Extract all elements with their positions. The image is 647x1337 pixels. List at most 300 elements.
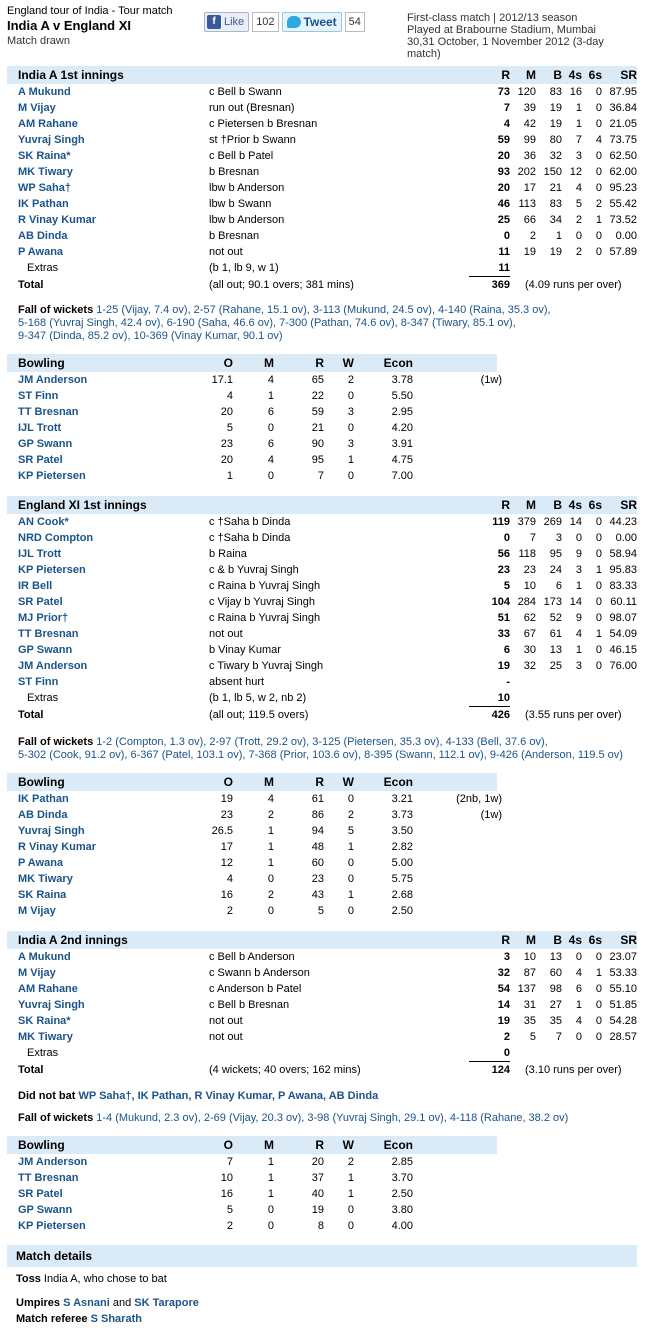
batsman-row bbox=[7, 578, 637, 594]
bowler-name[interactable]: Yuvraj Singh bbox=[18, 825, 85, 837]
bowl-stat: 48 bbox=[311, 841, 324, 853]
stat-6s: 0 bbox=[595, 532, 602, 544]
stat-m: 7 bbox=[529, 532, 536, 544]
batsman-name[interactable]: M Vijay bbox=[18, 102, 56, 114]
stat-m: 36 bbox=[523, 150, 536, 162]
batsman-row bbox=[7, 116, 637, 132]
bowl-stat: 1 bbox=[267, 841, 274, 853]
batsman-name[interactable]: JM Anderson bbox=[18, 660, 88, 672]
bowl-stat: 2 bbox=[347, 809, 354, 821]
stat-r: 51 bbox=[497, 612, 510, 624]
bowl-stat: 43 bbox=[311, 889, 324, 901]
stat-4s: 3 bbox=[575, 660, 582, 672]
stat-b: 83 bbox=[549, 86, 562, 98]
stat-b: 34 bbox=[549, 214, 562, 226]
bowl-stat: 19 bbox=[311, 1204, 324, 1216]
details-title: Match details bbox=[16, 1249, 93, 1263]
bowler-name[interactable]: SR Patel bbox=[18, 1188, 63, 1200]
innings-header bbox=[7, 496, 637, 514]
bowl-stat: 2.82 bbox=[391, 841, 413, 853]
stat-6s: 4 bbox=[595, 134, 602, 146]
extras-detail: (b 1, lb 9, w 1) bbox=[209, 262, 279, 274]
bowler-name[interactable]: AB Dinda bbox=[18, 809, 68, 821]
batsman-row bbox=[7, 84, 637, 100]
stat-b: 19 bbox=[549, 246, 562, 258]
stat-m: 10 bbox=[523, 951, 536, 963]
bowl-stat: 2.50 bbox=[391, 905, 413, 917]
batsman-name[interactable]: AM Rahane bbox=[18, 983, 78, 995]
stat-sr: 55.10 bbox=[609, 983, 637, 995]
stat-6s: 0 bbox=[595, 660, 602, 672]
bowl-stat: 1 bbox=[267, 1188, 274, 1200]
stat-m: 19 bbox=[523, 246, 536, 258]
batsman-name[interactable]: MJ Prior† bbox=[18, 612, 69, 624]
bowler-row bbox=[7, 1218, 637, 1234]
tweet-button[interactable] bbox=[282, 12, 342, 32]
stat-sr: 21.05 bbox=[609, 118, 637, 130]
bowl-stat: 0 bbox=[347, 390, 354, 402]
batsman-name[interactable]: IK Pathan bbox=[18, 198, 69, 210]
stat-r: 46 bbox=[497, 198, 510, 210]
stat-sr: 57.89 bbox=[609, 246, 637, 258]
stat-6s: 1 bbox=[595, 564, 602, 576]
bowl-stat: 26.5 bbox=[211, 825, 233, 837]
extras-detail: (b 1, lb 5, w 2, nb 2) bbox=[209, 692, 307, 704]
stat-b: 98 bbox=[549, 983, 562, 995]
stat-6s: 0 bbox=[595, 580, 602, 592]
facebook-like-button[interactable] bbox=[204, 12, 249, 32]
dismissal: lbw b Anderson bbox=[209, 214, 285, 226]
bowler-name[interactable]: M Vijay bbox=[18, 905, 56, 917]
bowl-stat: 1 bbox=[267, 390, 274, 402]
bowler-row bbox=[7, 823, 637, 839]
bowler-extras: (1w) bbox=[480, 374, 502, 386]
bowl-stat: 5 bbox=[226, 1204, 233, 1216]
bowl-stat: 61 bbox=[311, 793, 324, 805]
bowl-stat: 5.75 bbox=[391, 873, 413, 885]
stat-r: 73 bbox=[497, 86, 510, 98]
stat-r: 19 bbox=[497, 660, 510, 672]
total-label: Total bbox=[18, 1064, 44, 1076]
bowl-stat: 0 bbox=[347, 873, 354, 885]
stat-r: 20 bbox=[497, 182, 510, 194]
batsman-name[interactable]: KP Pietersen bbox=[18, 564, 86, 576]
stat-6s: 0 bbox=[595, 516, 602, 528]
umpire-1[interactable]: S Asnani bbox=[63, 1297, 110, 1309]
stat-6s: 0 bbox=[595, 182, 602, 194]
stat-r: 4 bbox=[503, 118, 510, 130]
stat-sr: 55.42 bbox=[609, 198, 637, 210]
stat-m: 67 bbox=[523, 628, 536, 640]
fow-text: 1-4 (Mukund, 2.3 ov), 2-69 (Vijay, 20.3 ov), 3-98 (Yuvraj Singh, 29.1 ov), 4-118 (Rahane, 38.2 ov) bbox=[96, 1112, 569, 1124]
bowler-name[interactable]: SK Raina bbox=[18, 889, 67, 901]
bowler-row bbox=[7, 855, 637, 871]
bowl-stat: 5 bbox=[317, 905, 324, 917]
dismissal: not out bbox=[209, 246, 243, 258]
stat-4s: 4 bbox=[575, 182, 582, 194]
batsman-name[interactable]: M Vijay bbox=[18, 967, 56, 979]
bowl-stat: 5 bbox=[226, 422, 233, 434]
stat-r: 19 bbox=[497, 1015, 510, 1027]
bowl-stat: 3 bbox=[347, 438, 354, 450]
stat-m: 379 bbox=[517, 516, 536, 528]
col-header-o: O bbox=[223, 356, 233, 370]
stat-r: 5 bbox=[503, 580, 510, 592]
stat-r: 11 bbox=[498, 246, 510, 258]
col-header-r: R bbox=[315, 775, 324, 789]
fow-line bbox=[18, 736, 638, 749]
inn2-batting-table bbox=[7, 496, 637, 724]
stat-m: 120 bbox=[517, 86, 536, 98]
fow-text: 1-25 (Vijay, 7.4 ov), 2-57 (Rahane, 15.1 ov), 3-113 (Mukund, 24.5 ov), 4-140 (Raina, 35.3 ov), bbox=[96, 304, 551, 316]
bowl-stat: 40 bbox=[311, 1188, 324, 1200]
stat-r: 6 bbox=[503, 644, 510, 656]
stat-sr: 76.00 bbox=[609, 660, 637, 672]
inn1-bowling-table bbox=[7, 354, 637, 484]
bowler-extras: (2nb, 1w) bbox=[456, 793, 502, 805]
match-dates-cont: match) bbox=[407, 48, 441, 60]
col-header-m: M bbox=[264, 356, 274, 370]
umpire-2[interactable]: SK Tarapore bbox=[134, 1297, 199, 1309]
bowl-stat: 0 bbox=[267, 873, 274, 885]
dnb-players[interactable]: WP Saha†, IK Pathan, R Vinay Kumar, P Awana, AB Dinda bbox=[78, 1090, 379, 1102]
dismissal: c †Saha b Dinda bbox=[209, 516, 291, 528]
batsman-row bbox=[7, 642, 637, 658]
bowl-stat: 3.70 bbox=[391, 1172, 413, 1184]
fall-of-wickets bbox=[18, 1112, 638, 1125]
dismissal: c Raina b Yuvraj Singh bbox=[209, 580, 321, 592]
batsman-row bbox=[7, 196, 637, 212]
batsman-name[interactable]: SK Raina* bbox=[18, 1015, 71, 1027]
bowl-stat: 6 bbox=[267, 438, 274, 450]
extras-label: Extras bbox=[27, 692, 59, 704]
bowl-stat: 7 bbox=[226, 1156, 233, 1168]
bowler-name[interactable]: TT Bresnan bbox=[18, 1172, 79, 1184]
stat-r: 33 bbox=[497, 628, 510, 640]
stat-6s: 0 bbox=[595, 596, 602, 608]
bowl-stat: 19 bbox=[220, 793, 233, 805]
bowl-stat: 3.80 bbox=[391, 1204, 413, 1216]
bowl-stat: 37 bbox=[311, 1172, 324, 1184]
stat-b: 80 bbox=[549, 134, 562, 146]
stat-sr: 87.95 bbox=[609, 86, 637, 98]
batsman-name[interactable]: ST Finn bbox=[18, 676, 59, 688]
dismissal: c Bell b Swann bbox=[209, 86, 282, 98]
batsman-name[interactable]: P Awana bbox=[18, 246, 64, 258]
stat-m: 284 bbox=[517, 596, 536, 608]
stat-b: 32 bbox=[549, 150, 562, 162]
stat-6s: 1 bbox=[595, 628, 602, 640]
col-header-4s: 4s bbox=[568, 933, 582, 947]
stat-6s: 0 bbox=[595, 999, 602, 1011]
batsman-row bbox=[7, 674, 637, 690]
fall-of-wickets bbox=[18, 304, 638, 343]
stat-4s: 3 bbox=[575, 564, 582, 576]
stat-4s: 9 bbox=[575, 612, 582, 624]
stat-sr: 54.09 bbox=[609, 628, 637, 640]
bowl-stat: 5.50 bbox=[391, 390, 413, 402]
bowling-header bbox=[7, 773, 497, 791]
bowl-stat: 6 bbox=[267, 406, 274, 418]
batsman-name[interactable]: SR Patel bbox=[18, 596, 63, 608]
stat-6s: 2 bbox=[595, 198, 602, 210]
col-header-4s: 4s bbox=[568, 498, 582, 512]
batsman-name[interactable]: A Mukund bbox=[18, 86, 71, 98]
referee-name[interactable]: S Sharath bbox=[90, 1313, 142, 1325]
batsman-name[interactable]: R Vinay Kumar bbox=[18, 214, 97, 226]
bowler-name[interactable]: R Vinay Kumar bbox=[18, 841, 97, 853]
stat-sr: 98.07 bbox=[609, 612, 637, 624]
bowl-stat: 1 bbox=[347, 841, 354, 853]
col-header-m: M bbox=[264, 1138, 274, 1152]
stat-m: 87 bbox=[523, 967, 536, 979]
bowl-stat: 23 bbox=[220, 438, 233, 450]
bowler-name[interactable]: SR Patel bbox=[18, 454, 63, 466]
bowler-name[interactable]: GP Swann bbox=[18, 438, 73, 450]
stat-4s: 12 bbox=[569, 166, 582, 178]
bowl-stat: 23 bbox=[311, 873, 324, 885]
bowler-name[interactable]: ST Finn bbox=[18, 390, 59, 402]
stat-sr: 73.52 bbox=[609, 214, 637, 226]
stat-4s: 6 bbox=[575, 983, 582, 995]
stat-sr: 0.00 bbox=[615, 532, 637, 544]
bowler-name[interactable]: JM Anderson bbox=[18, 374, 88, 386]
stat-4s: 2 bbox=[575, 246, 582, 258]
extras-row bbox=[7, 260, 637, 276]
stat-6s: 0 bbox=[595, 983, 602, 995]
batsman-name[interactable]: SK Raina* bbox=[18, 150, 71, 162]
stat-r: 54 bbox=[497, 983, 510, 995]
stat-6s: 0 bbox=[595, 951, 602, 963]
stat-6s: 0 bbox=[595, 246, 602, 258]
inn3-bowling-table bbox=[7, 1136, 637, 1234]
extras-value: 10 bbox=[497, 692, 510, 704]
bowl-stat: 22 bbox=[311, 390, 324, 402]
fow-line bbox=[18, 330, 638, 343]
stat-4s: 1 bbox=[575, 118, 582, 130]
col-header-6s: 6s bbox=[588, 498, 602, 512]
total-detail: (4 wickets; 40 overs; 162 mins) bbox=[209, 1064, 361, 1076]
batsman-row bbox=[7, 949, 637, 965]
dismissal: not out bbox=[209, 628, 243, 640]
batsman-name[interactable]: AB Dinda bbox=[18, 230, 68, 242]
dismissal: c Bell b Patel bbox=[209, 150, 274, 162]
stat-4s: 0 bbox=[575, 230, 582, 242]
fow-line bbox=[18, 304, 638, 317]
batsman-row bbox=[7, 658, 637, 674]
stat-r: 2 bbox=[503, 1031, 510, 1043]
batsman-row bbox=[7, 228, 637, 244]
batsman-row bbox=[7, 981, 637, 997]
col-header-w: W bbox=[342, 356, 354, 370]
batsman-row bbox=[7, 530, 637, 546]
total-value: 426 bbox=[491, 709, 510, 721]
innings-header bbox=[7, 66, 637, 84]
bowler-name[interactable]: IK Pathan bbox=[18, 793, 69, 805]
fow-label: Fall of wickets bbox=[18, 736, 94, 748]
toss-line bbox=[16, 1272, 167, 1286]
bowl-stat: 0 bbox=[267, 470, 274, 482]
dismissal: b Bresnan bbox=[209, 166, 260, 178]
stat-b: 24 bbox=[549, 564, 562, 576]
stat-6s: 0 bbox=[595, 166, 602, 178]
stat-b: 35 bbox=[549, 1015, 562, 1027]
bowl-stat: 7.00 bbox=[391, 470, 413, 482]
stat-r: - bbox=[506, 676, 510, 688]
dismissal: c Bell b Bresnan bbox=[209, 999, 290, 1011]
bowl-stat: 1 bbox=[347, 889, 354, 901]
dismissal: c Swann b Anderson bbox=[209, 967, 310, 979]
bowl-stat: 0 bbox=[347, 1204, 354, 1216]
bowler-row bbox=[7, 807, 637, 823]
fow-line bbox=[18, 1112, 638, 1125]
bowler-row bbox=[7, 436, 637, 452]
batsman-name[interactable]: Yuvraj Singh bbox=[18, 999, 85, 1011]
bowl-stat: 0 bbox=[347, 1220, 354, 1232]
extras-row bbox=[7, 690, 637, 706]
bowl-stat: 17 bbox=[220, 841, 233, 853]
batsman-name[interactable]: AN Cook* bbox=[18, 516, 69, 528]
col-header-m: M bbox=[526, 498, 536, 512]
stat-b: 7 bbox=[555, 1031, 562, 1043]
batsman-name[interactable]: NRD Compton bbox=[18, 532, 94, 544]
stat-sr: 62.50 bbox=[609, 150, 637, 162]
dismissal: run out (Bresnan) bbox=[209, 102, 295, 114]
bowl-stat: 21 bbox=[311, 422, 324, 434]
total-label: Total bbox=[18, 279, 44, 291]
stat-m: 137 bbox=[517, 983, 536, 995]
fow-label: Fall of wickets bbox=[18, 304, 94, 316]
stat-b: 3 bbox=[555, 532, 562, 544]
stat-sr: 62.00 bbox=[609, 166, 637, 178]
batsman-name[interactable]: MK Tiwary bbox=[18, 1031, 73, 1043]
fow-text: 1-2 (Compton, 1.3 ov), 2-97 (Trott, 29.2 ov), 3-125 (Pietersen, 35.3 ov), 4-133 (Bell, 37.6 ov), bbox=[96, 736, 548, 748]
stat-4s: 1 bbox=[575, 644, 582, 656]
col-header-r: R bbox=[501, 68, 510, 82]
batsman-name[interactable]: GP Swann bbox=[18, 644, 73, 656]
stat-6s: 0 bbox=[595, 86, 602, 98]
stat-r: 23 bbox=[497, 564, 510, 576]
stat-r: 59 bbox=[497, 134, 510, 146]
bowl-stat: 23 bbox=[220, 809, 233, 821]
extras-label: Extras bbox=[27, 262, 59, 274]
batsman-row bbox=[7, 997, 637, 1013]
batsman-row bbox=[7, 180, 637, 196]
bowler-name[interactable]: KP Pietersen bbox=[18, 470, 86, 482]
dismissal: lbw b Anderson bbox=[209, 182, 285, 194]
batsman-name[interactable]: WP Saha† bbox=[18, 182, 71, 194]
batsman-row bbox=[7, 164, 637, 180]
bowl-stat: 94 bbox=[311, 825, 324, 837]
stat-b: 13 bbox=[549, 644, 562, 656]
col-header-m: M bbox=[526, 68, 536, 82]
bowler-name[interactable]: KP Pietersen bbox=[18, 1220, 86, 1232]
col-header-r: R bbox=[315, 1138, 324, 1152]
stat-sr: 51.85 bbox=[609, 999, 637, 1011]
stat-r: 3 bbox=[503, 951, 510, 963]
col-header-sr: SR bbox=[620, 933, 637, 947]
bowler-row bbox=[7, 1170, 637, 1186]
bowl-stat: 4 bbox=[226, 390, 233, 402]
social-buttons bbox=[204, 12, 365, 32]
bowl-stat: 0 bbox=[267, 905, 274, 917]
batsman-name[interactable]: IR Bell bbox=[18, 580, 53, 592]
bowling-header bbox=[7, 1136, 497, 1154]
stat-sr: 0.00 bbox=[615, 230, 637, 242]
batsman-name[interactable]: A Mukund bbox=[18, 951, 71, 963]
bowl-stat: 2.95 bbox=[391, 406, 413, 418]
bowl-stat: 4.75 bbox=[391, 454, 413, 466]
stat-b: 19 bbox=[549, 118, 562, 130]
bowler-name[interactable]: P Awana bbox=[18, 857, 64, 869]
stat-6s: 0 bbox=[595, 1031, 602, 1043]
twitter-bird-icon bbox=[287, 16, 301, 28]
bowler-row bbox=[7, 1202, 637, 1218]
batsman-name[interactable]: MK Tiwary bbox=[18, 166, 73, 178]
batsman-name[interactable]: AM Rahane bbox=[18, 118, 78, 130]
stat-b: 52 bbox=[549, 612, 562, 624]
stat-b: 1 bbox=[555, 230, 562, 242]
stat-sr: 83.33 bbox=[609, 580, 637, 592]
stat-r: 119 bbox=[492, 516, 510, 528]
stat-m: 66 bbox=[523, 214, 536, 226]
batsman-row bbox=[7, 594, 637, 610]
dismissal: c Pietersen b Bresnan bbox=[209, 118, 318, 130]
bowler-name[interactable]: JM Anderson bbox=[18, 1156, 88, 1168]
bowler-name[interactable]: IJL Trott bbox=[18, 422, 62, 434]
bowl-stat: 12 bbox=[220, 857, 233, 869]
stat-m: 202 bbox=[517, 166, 536, 178]
bowl-stat: 0 bbox=[267, 1220, 274, 1232]
bowl-stat: 1 bbox=[267, 1172, 274, 1184]
stat-b: 21 bbox=[549, 182, 562, 194]
stat-r: 25 bbox=[497, 214, 510, 226]
stat-m: 23 bbox=[523, 564, 536, 576]
bowler-name[interactable]: GP Swann bbox=[18, 1204, 73, 1216]
bowler-name[interactable]: TT Bresnan bbox=[18, 406, 79, 418]
bowl-stat: 65 bbox=[311, 374, 324, 386]
batsman-name[interactable]: TT Bresnan bbox=[18, 628, 79, 640]
stat-4s: 16 bbox=[569, 86, 582, 98]
total-row bbox=[7, 276, 637, 294]
batsman-name[interactable]: Yuvraj Singh bbox=[18, 134, 85, 146]
bowl-stat: 7 bbox=[317, 470, 324, 482]
bowler-name[interactable]: MK Tiwary bbox=[18, 873, 73, 885]
total-value: 124 bbox=[491, 1064, 510, 1076]
innings-title: England XI 1st innings bbox=[18, 498, 147, 512]
stat-4s: 9 bbox=[575, 548, 582, 560]
stat-sr: 60.11 bbox=[610, 596, 637, 608]
stat-sr: 36.84 bbox=[609, 102, 637, 114]
fow-text: 5-168 (Yuvraj Singh, 42.4 ov), 6-190 (Saha, 46.6 ov), 7-300 (Pathan, 74.6 ov), 8-347 (Tiwary, 85.1 ov), bbox=[18, 317, 516, 329]
stat-sr: 73.75 bbox=[609, 134, 637, 146]
batsman-name[interactable]: IJL Trott bbox=[18, 548, 62, 560]
match-venue: Played at Brabourne Stadium, Mumbai bbox=[407, 24, 596, 36]
batsman-row bbox=[7, 562, 637, 578]
bowl-stat: 1 bbox=[267, 857, 274, 869]
stat-4s: 0 bbox=[575, 532, 582, 544]
inn3-batting-table bbox=[7, 931, 637, 1079]
bowl-stat: 1 bbox=[347, 454, 354, 466]
match-meta bbox=[407, 12, 612, 60]
match-result: Match drawn bbox=[7, 35, 70, 47]
bowling-title: Bowling bbox=[18, 1138, 65, 1152]
toss-value: India A, who chose to bat bbox=[43, 1273, 167, 1285]
stat-m: 113 bbox=[518, 198, 536, 210]
stat-r: 93 bbox=[497, 166, 510, 178]
bowl-stat: 2.68 bbox=[391, 889, 413, 901]
batsman-row bbox=[7, 212, 637, 228]
